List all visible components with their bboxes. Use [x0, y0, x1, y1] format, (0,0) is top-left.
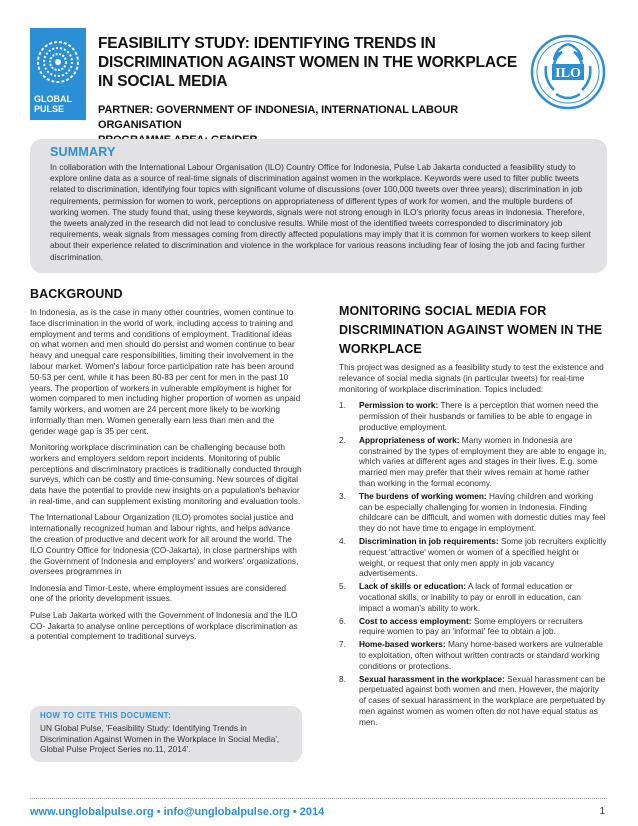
citation-heading: HOW TO CITE THIS DOCUMENT: — [40, 711, 172, 720]
monitoring-section — [339, 302, 607, 730]
topic-text: There is a perception that women need the permission of their husbands or families to be able to engage in productive employment. — [359, 400, 599, 432]
summary-panel — [30, 139, 607, 273]
document-header — [98, 34, 518, 148]
topic-text: Some job recruiters explicitly request 'attractive' women or women of a specified height or weight, or request that only men apply in job vacancy advertisements. — [359, 535, 607, 579]
ilo-logo-text: ILO — [555, 66, 581, 81]
background-heading: BACKGROUND — [30, 287, 123, 301]
ilo-emblem-icon — [530, 34, 606, 110]
topic-text: A lack of formal education or vocational skills, or inability to pay or enroll in education, can impact a woman's ability to work. — [359, 581, 581, 613]
document-title: FEASIBILITY STUDY: IDENTIFYING TRENDS IN DISCRIMINATION AGAINST WOMEN IN THE WORKPLACE IN SOCIAL MEDIA — [98, 35, 517, 90]
global-pulse-globe-icon — [36, 34, 80, 90]
list-item — [339, 435, 607, 489]
topic-term: Home-based workers: — [359, 639, 446, 650]
topics-list — [339, 400, 607, 727]
footer — [30, 806, 607, 820]
list-item — [339, 616, 607, 638]
list-number: 8. — [339, 673, 346, 684]
list-item — [339, 674, 607, 728]
topic-text: Sexual harassment can be perpetuated against both women and men. However, the majority of cases of sexual harassment in the workplace are perpetuated by men against women as women often do not have equal status as men. — [359, 673, 606, 727]
list-item — [339, 536, 607, 579]
list-number: 1. — [339, 400, 346, 411]
list-number: 5. — [339, 581, 346, 592]
topic-term: The burdens of working women: — [359, 490, 487, 501]
list-item — [339, 491, 607, 534]
topic-text: Many home-based workers are vulnerable to exploitation, often without written contracts or standard working conditions or protections. — [359, 639, 603, 671]
list-item — [339, 400, 607, 432]
summary-heading: SUMMARY — [50, 145, 116, 159]
list-item — [339, 639, 607, 671]
background-paragraph: Indonesia and Timor-Leste, where employment issues are considered one of the priority development issues. — [30, 582, 286, 604]
list-number: 2. — [339, 434, 346, 445]
background-section — [30, 287, 302, 648]
ilo-logo — [530, 34, 606, 110]
summary-text: In collaboration with the International Labour Organisation (ILO) Country Office for Indonesia, Pulse Lab Jakarta conducted a feasibility study to explore online data as a source of real-time signals of discrimination against women in the workplace. Keywords were used to filter public tweets related to discrimination, identifying four topics with significant volume of discussions (over 100,000 tweets over three years); discrimination in job requirements, permission for women to work, perceptions on appropriateness of different types of work for women, and the multiple burdens of working women. The study found that, using these keywords, signals were not strong enough in ILO's priority focus areas in Indonesia. Therefore, the tweets analyzed in the research did not lead to conclusive results. While most of the identified tweets corresponded to discriminatory job requirements, weak signals from messages coming from directly affected populations may imply that it is common for women workers to keep silent about their experience related to discrimination and violence in the workplace for various reasons including fear of losing the job and facing further discrimination. — [50, 162, 591, 262]
citation-text: UN Global Pulse, 'Feasibility Study: Identifying Trends in Discrimination Against Women in the Workplace In Social Media', Global Pulse Project Series no.11, 2014'. — [40, 723, 280, 754]
global-pulse-wordmark: GLOBAL PULSE — [34, 94, 72, 114]
topic-term: Cost to access employment: — [359, 615, 472, 626]
topic-term: Appropriateness of work: — [359, 434, 460, 445]
list-number: 6. — [339, 615, 346, 626]
partner-line: PARTNER: GOVERNMENT OF INDONESIA, INTERNATIONAL LABOUR ORGANISATION — [98, 104, 459, 131]
topic-term: Permission to work: — [359, 400, 439, 411]
topic-text: Having children and working can be especially challenging for women in Indonesia. Finding childcare can be difficult, and women with domestic duties may feel they do not have time to engage in employment. — [359, 490, 606, 534]
topic-text: Many women in Indonesia are constrained by the types of employment they are able to engage in, which varies at different ages and stages in their lives. E.g. some married men may prefer that their wives remain at home rather than working in the formal economy. — [359, 434, 607, 488]
footer-divider — [30, 798, 607, 799]
background-paragraph: Pulse Lab Jakarta worked with the Government of Indonesia and the ILO CO- Jakarta to analyse online perceptions of workplace discrimination as a potential complement to traditional surveys. — [30, 609, 298, 642]
list-number: 7. — [339, 639, 346, 650]
topic-term: Sexual harassment in the workplace: — [359, 673, 505, 684]
list-number: 4. — [339, 535, 346, 546]
list-item — [339, 581, 607, 613]
background-paragraph: In Indonesia, as is the case in many other countries, women continue to face discrimination in the world of work, including access to training and employment and terms and conditions of employment. Traditional ideas on what women and men should do persist and women continue to bear heavy and unequal care responsibilities, limiting their involvement in the labour market. Women's labour force participation rate has been around 50-53 per cent, while it has been 80-83 per cent for men in the past 10 years. The proportion of workers in vulnerable employment is higher for women compared to men including higher proportion of women as unpaid family workers, and women are 24 percent more likely to be working informally than men. Women generally earn less than men and the gender wage gap is 35 per cent. — [30, 307, 301, 436]
citation-box — [30, 706, 302, 762]
footer-links[interactable]: www.unglobalpulse.org • info@unglobalpulse.org • 2014 — [30, 806, 325, 818]
background-paragraph: The International Labour Organization (ILO) promotes social justice and internationally recognized human and labour rights, and helps advance the creation of productive and decent work for all around the world. The ILO Country Office for Indonesia (CO-Jakarta), in close partnerships with the Government of Indonesia and employers' and workers' organizations, oversees programmes in — [30, 512, 299, 577]
list-number: 3. — [339, 490, 346, 501]
monitoring-intro: This project was designed as a feasibility study to test the existence and relevance of social media signals (in particular tweets) for real-time monitoring of workplace discrimination. Topics included: — [339, 362, 604, 394]
topic-term: Discrimination in job requirements: — [359, 535, 499, 546]
topic-term: Lack of skills or education: — [359, 581, 466, 592]
page-number: 1 — [599, 806, 605, 817]
background-paragraph: Monitoring workplace discrimination can be challenging because both workers and employers seldom report incidents. Monitoring of public perceptions and discriminatory practices is traditionally conducted through surveys, which can be costly and time-consuming. New sources of digital data have the potential to provide new insights on a population's behavior in real-time, and can supplement existing monitoring and evaluation tools. — [30, 442, 302, 507]
monitoring-heading: MONITORING SOCIAL MEDIA FOR DISCRIMINATION AGAINST WOMEN IN THE WORKPLACE — [339, 304, 603, 356]
topic-text: Some employers or recruiters require women to pay an 'informal' fee to obtain a job. — [359, 615, 583, 637]
global-pulse-logo — [30, 28, 86, 120]
